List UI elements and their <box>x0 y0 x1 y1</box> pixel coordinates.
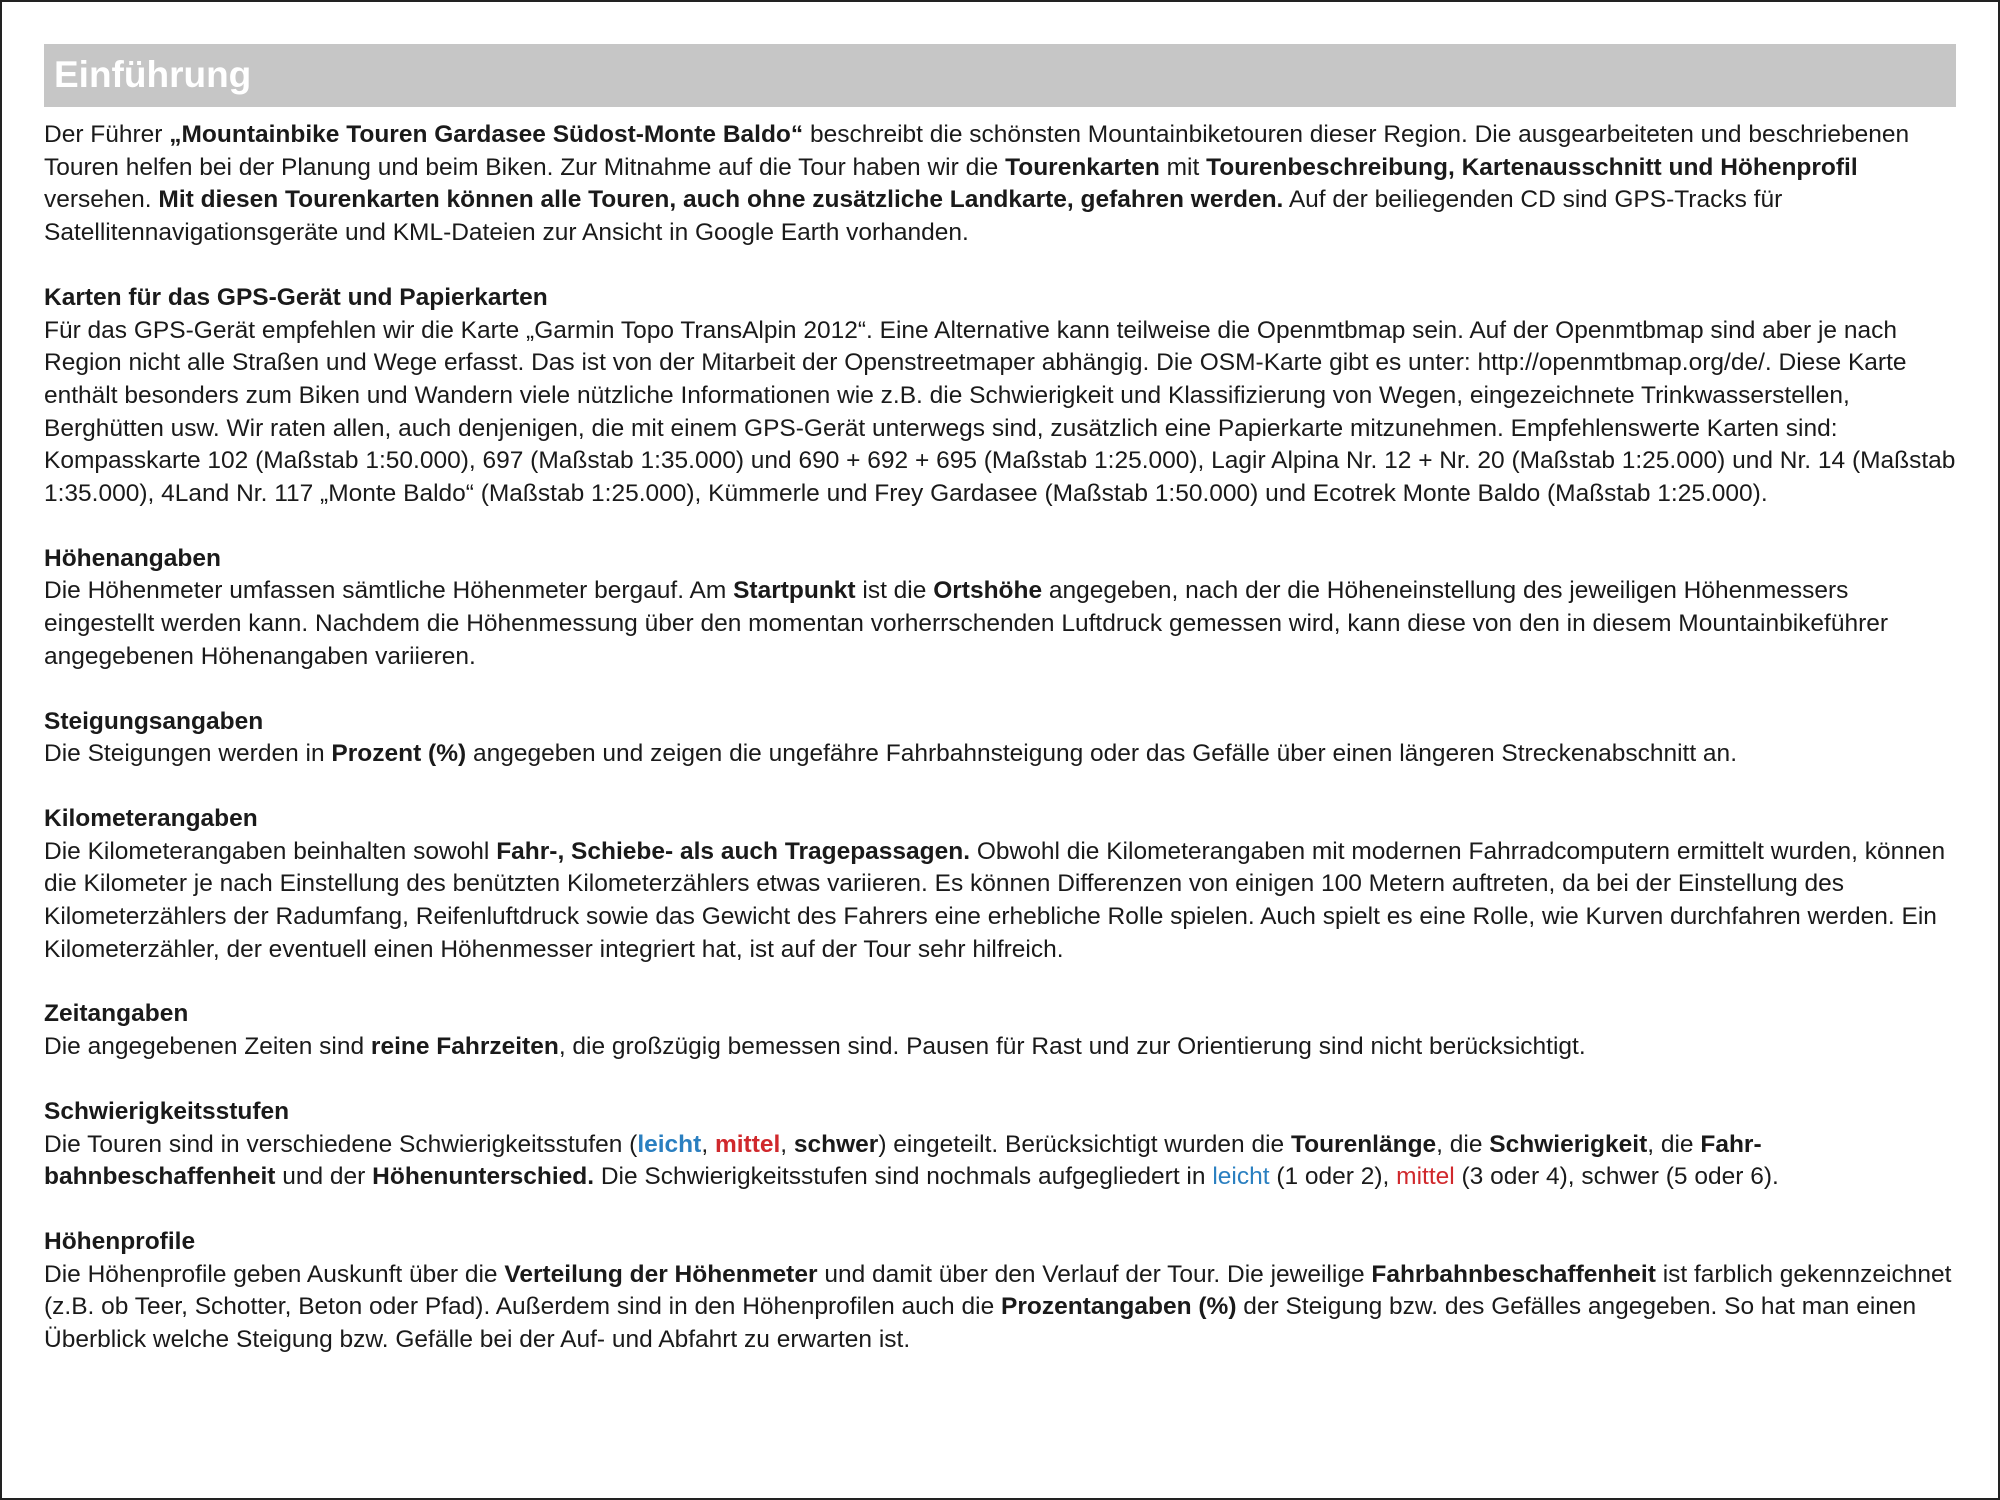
text-run: , <box>780 1130 794 1158</box>
text-run: , die großzügig bemessen sind. Pausen für Rast und zur Orientierung sind nicht berücksichtigt. <box>558 1033 1586 1061</box>
text-run: , <box>701 1130 715 1158</box>
text-run: angegeben, nach der die Höheneinstellung des jeweiligen Höhenmessers eingestellt werden kann. Nachdem die Höhenmessung über den momentan vorherrschenden Luftdruck gemessen wird, kann diese von den in diesem Mountainbikeführer angegebenen Höhenangaben variieren. <box>44 577 1889 670</box>
intro-text: Der Führer <box>44 121 170 148</box>
section-distance <box>44 803 1956 967</box>
bold-run: Schwierigkeit <box>1489 1130 1648 1158</box>
section-text <box>44 1259 1956 1357</box>
bold-run: Prozentangaben (%) <box>1001 1293 1237 1321</box>
text-run: Obwohl die Kilometerangaben mit modernen Fahrradcomputern ermittelt wurden, können die Kilometer je nach Einstellung des benützten Kilometerzählers etwas variieren. Es können Differenzen von einigen 100 Metern auftreten, da bei der Einstellung des Kilometerzählers der Radumfang, Reifenluftdruck sowie das Gewicht des Fahrers eine erhebliche Rolle spielen. Auch spielt es eine Rolle, wie Kurven durchfahren werden. Ein Kilometerzähler, der eventuell einen Höhenmesser integriert hat, ist auf der Tour sehr hilfreich. <box>44 837 1946 963</box>
text-run: angegeben und zeigen die ungefähre Fahrbahnsteigung oder das Gefälle über einen längeren Streckenabschnitt an. <box>466 740 1737 768</box>
bold-run: Startpunkt <box>733 577 856 605</box>
intro-bold: Tourenbeschreibung, Kartenausschnitt und Höhenprofil <box>1206 153 1858 181</box>
page-title: Einführung <box>54 54 252 95</box>
text-run: Die Steigungen werden in <box>44 740 332 768</box>
bold-run: Fahrbahnbeschaffenheit <box>44 1130 1762 1191</box>
text-run: Die Höhenprofile geben Auskunft über die <box>44 1260 505 1288</box>
section-profiles <box>44 1226 1956 1357</box>
text-run: Die Kilometerangaben beinhalten sowohl <box>44 837 497 865</box>
text-run: Die angegebenen Zeiten sind <box>44 1033 371 1061</box>
intro-text: Auf der beiliegenden CD sind GPS-Tracks für Satellitennavigationsgeräte und KML-Dateien zur Ansicht in Google Earth vorhanden. <box>44 186 1783 247</box>
section-heading: Zeitangaben <box>44 1000 189 1028</box>
text-run: ist farblich gekennzeichnet (z.B. ob Teer, Schotter, Beton oder Pfad). Außerdem sind in den Höhenprofilen auch die <box>44 1260 1952 1321</box>
section-text <box>44 836 1956 967</box>
section-text <box>44 1031 1956 1064</box>
section-heading: Höhenangaben <box>44 544 221 572</box>
text-run: , die <box>1436 1130 1490 1158</box>
text-run: und der <box>275 1163 373 1191</box>
section-altitude <box>44 543 1956 674</box>
section-heading: Karten für das GPS-Gerät und Papierkarten <box>44 283 548 311</box>
section-heading: Kilometerangaben <box>44 804 258 832</box>
bold-run: reine Fahrzeiten <box>370 1033 559 1061</box>
section-text <box>44 575 1956 673</box>
bold-run: Fahr-, Schiebe- als auch Tragepassagen. <box>496 837 971 865</box>
intro-bold: „Mountainbike Touren Gardasee Südost-Monte Baldo“ <box>169 121 804 148</box>
bold-run: Ortshöhe <box>933 577 1043 605</box>
section-heading: Höhenprofile <box>44 1227 196 1255</box>
text-run: , die <box>1647 1130 1701 1158</box>
difficulty-easy-label: leicht <box>1212 1163 1270 1191</box>
difficulty-medium-label: mittel <box>714 1130 781 1158</box>
intro-bold: Mit diesen Tourenkarten können alle Touren, auch ohne zusätzliche Landkarte, gefahren werden. <box>158 186 1284 214</box>
bold-run: Höhenunterschied. <box>372 1163 595 1191</box>
intro-paragraph <box>44 119 1956 250</box>
bold-run: Tourenlänge <box>1290 1130 1437 1158</box>
title-bar <box>44 44 1956 107</box>
section-text <box>44 1129 1956 1194</box>
intro-text: versehen. <box>44 186 159 214</box>
intro-text: mit <box>1159 153 1207 181</box>
intro-bold: Tourenkarten <box>1005 153 1160 181</box>
text-run: der Steigung bzw. des Gefälles angegeben. So hat man einen Überblick welche Steigung bzw. Gefälle bei der Auf- und Abfahrt zu erwarten ist. <box>44 1293 1917 1354</box>
section-text <box>44 738 1956 771</box>
section-gradient <box>44 706 1956 771</box>
intro-text: beschreibt die schönsten Mountainbiketouren dieser Region. Die ausgearbeiteten und beschriebenen Touren helfen bei der Planung und beim Biken. Zur Mitnahme auf die Tour haben wir die <box>44 121 1910 181</box>
section-heading: Steigungsangaben <box>44 707 264 735</box>
section-maps <box>44 282 1956 511</box>
text-run: und damit über den Verlauf der Tour. Die jeweilige <box>817 1260 1372 1288</box>
text-run: Die Höhenmeter umfassen sämtliche Höhenmeter bergauf. Am <box>44 577 734 605</box>
section-text: Für das GPS-Gerät empfehlen wir die Karte „Garmin Topo TransAlpin 2012“. Eine Alternative kann teilweise die Openmtbmap sein. Auf der Openmtbmap sind aber je nach Region nicht alle Straßen und Wege erfasst. Das ist von der Mitarbeit der Openstreetmaper abhängig. Die OSM-Karte gibt es unter: http://openmtbmap.org/de/. Diese Karte enthält besonders zum Biken und Wandern viele nützliche Informationen wie z.B. die Schwierigkeit und Klassifizierung von Wegen, eingezeichnete Trinkwasserstellen, Berghütten usw. Wir raten allen, auch denjenigen, die mit einem GPS-Gerät unterwegs sind, zusätzlich eine Papierkarte mitzunehmen. Empfehlenswerte Karten sind: Kompasskarte 102 (Maßstab 1:50.000), 697 (Maßstab 1:35.000) und 690 + 692 + 695 (Maßstab 1:25.000), Lagir Alpina Nr. 12 + Nr. 20 (Maßstab 1:25.000) und Nr. 14 (Maßstab 1:35.000), 4Land Nr. 117 „Monte Baldo“ (Maßstab 1:25.000), Kümmerle und Frey Gardasee (Maßstab 1:50.000) und Ecotrek Monte Baldo (Maßstab 1:25.000). <box>44 316 1956 508</box>
bold-run: Fahrbahnbeschaffenheit <box>1371 1260 1656 1288</box>
text-run: ist die <box>855 577 934 605</box>
text-run: (1 oder 2), <box>1269 1163 1397 1191</box>
page-content <box>44 44 1956 1357</box>
difficulty-medium-label: mittel <box>1396 1163 1455 1191</box>
section-time <box>44 998 1956 1063</box>
text-run: Die Schwierigkeitsstufen sind nochmals aufgegliedert in <box>594 1163 1213 1191</box>
bold-run: Prozent (%) <box>331 740 467 768</box>
section-difficulty <box>44 1096 1956 1194</box>
difficulty-easy-label: leicht <box>637 1130 702 1158</box>
bold-run: Verteilung der Höhenmeter <box>504 1260 818 1288</box>
text-run: (3 oder 4), schwer (5 oder 6). <box>1454 1163 1779 1191</box>
difficulty-hard-label: schwer <box>793 1130 879 1158</box>
section-heading: Schwierigkeitsstufen <box>44 1097 290 1125</box>
text-run: ) eingeteilt. Berücksichtigt wurden die <box>878 1130 1291 1158</box>
text-run: Die Touren sind in verschiedene Schwierigkeitsstufen ( <box>44 1130 638 1158</box>
